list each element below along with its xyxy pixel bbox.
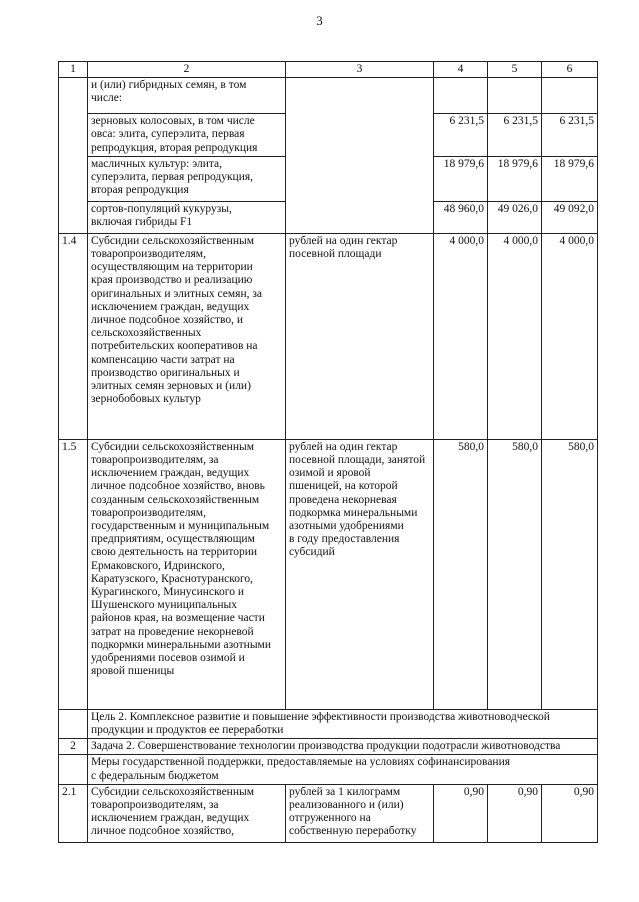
value-col-6: 4 000,0 xyxy=(542,233,598,439)
header-row xyxy=(59,62,598,78)
goal-row xyxy=(59,709,598,738)
row-number-cell xyxy=(59,78,88,234)
value-col-4: 6 231,5 xyxy=(434,114,488,157)
value-col-4: 4 000,0 xyxy=(434,233,488,439)
unit-text: рублей на один гектар посевной площади xyxy=(286,233,434,439)
value-col-5 xyxy=(488,78,542,114)
header-col-1: 1 xyxy=(59,62,88,78)
row-text: и (или) гибридных семян, в том числе: xyxy=(88,78,286,114)
goal-number-cell xyxy=(59,709,88,738)
header-col-3: 3 xyxy=(286,62,434,78)
value-col-5: 49 026,0 xyxy=(488,201,542,233)
value-col-6: 18 979,6 xyxy=(542,156,598,201)
page-number: 3 xyxy=(316,13,323,28)
unit-cell xyxy=(286,78,434,234)
row-text: масличных культур: элита, суперэлита, первая репродукция, вторая репродукция xyxy=(88,156,286,201)
table-row xyxy=(59,233,598,439)
row-number: 2.1 xyxy=(59,784,88,842)
row-number: 1.5 xyxy=(59,439,88,709)
value-col-4: 0,90 xyxy=(434,784,488,842)
row-text: Субсидии сельскохозяйственным товаропроизводителям, осуществляющим на территории края производство и реализацию оригинальных и элитных семян, за исключением граждан, ведущих личное подсобное хозяйство, и сельскохозяйственных потребительских кооперативов на компенсацию части затрат на производство оригинальных и элитных семян зерновых и (или) зернобобовых культур xyxy=(88,233,286,439)
row-number: 1.4 xyxy=(59,233,88,439)
table-row xyxy=(59,784,598,842)
task-2-text: Задача 2. Совершенствование технологии производства продукции подотрасли животноводства xyxy=(88,739,598,755)
value-col-5: 18 979,6 xyxy=(488,156,542,201)
value-col-6: 0,90 xyxy=(542,784,598,842)
task-number: 2 xyxy=(59,739,88,755)
value-col-6: 6 231,5 xyxy=(542,114,598,157)
unit-text: рублей на один гектар посевной площади, занятой озимой и яровой пшеницей, на которой проведена некорневая подкормка минеральными азотными удобрениями в году предоставления субсидий xyxy=(286,439,434,709)
task-row xyxy=(59,739,598,755)
value-col-5: 6 231,5 xyxy=(488,114,542,157)
goal-2-text: Цель 2. Комплексное развитие и повышение эффективности производства животноводческой продукции и продуктов ее переработки xyxy=(88,709,598,738)
header-col-4: 4 xyxy=(434,62,488,78)
table-row xyxy=(59,78,598,114)
cofinancing-number-cell xyxy=(59,755,88,784)
value-col-4 xyxy=(434,78,488,114)
value-col-4: 48 960,0 xyxy=(434,201,488,233)
header-col-2: 2 xyxy=(88,62,286,78)
row-text: Субсидии сельскохозяйственным товаропроизводителям, за исключением граждан, ведущих личное подсобное хозяйство, xyxy=(88,784,286,842)
value-col-6 xyxy=(542,78,598,114)
value-col-6: 580,0 xyxy=(542,439,598,709)
header-col-6: 6 xyxy=(542,62,598,78)
unit-text: рублей за 1 килограмм реализованного и (или) отгруженного на собственную переработку xyxy=(286,784,434,842)
value-col-5: 0,90 xyxy=(488,784,542,842)
cofinancing-text: Меры государственной поддержки, предоставляемые на условиях софинансирования с федеральным бюджетом xyxy=(88,755,598,784)
value-col-5: 4 000,0 xyxy=(488,233,542,439)
cofinancing-row xyxy=(59,755,598,784)
value-col-4: 580,0 xyxy=(434,439,488,709)
value-col-5: 580,0 xyxy=(488,439,542,709)
value-col-6: 49 092,0 xyxy=(542,201,598,233)
row-text: зерновых колосовых, в том числе овса: элита, суперэлита, первая репродукция, вторая репродукция xyxy=(88,114,286,157)
subsidy-table xyxy=(58,61,598,843)
row-text: Субсидии сельскохозяйственным товаропроизводителям, за исключением граждан, ведущих личное подсобное хозяйство, вновь созданным сельскохозяйственным товаропроизводителям, государственным и муниципальным предприятиям, осуществляющим свою деятельность на территории Ермаковского, Идринского, Каратузского, Краснотуранского, Курагинского, Минусинского и Шушенского муниципальных районов края, на возмещение части затрат на проведение некорневой подкормки минеральными азотными удобрениями посевов озимой и яровой пшеницы xyxy=(88,439,286,709)
header-col-5: 5 xyxy=(488,62,542,78)
value-col-4: 18 979,6 xyxy=(434,156,488,201)
row-text: сортов-популяций кукурузы, включая гибриды F1 xyxy=(88,201,286,233)
table-row xyxy=(59,439,598,709)
